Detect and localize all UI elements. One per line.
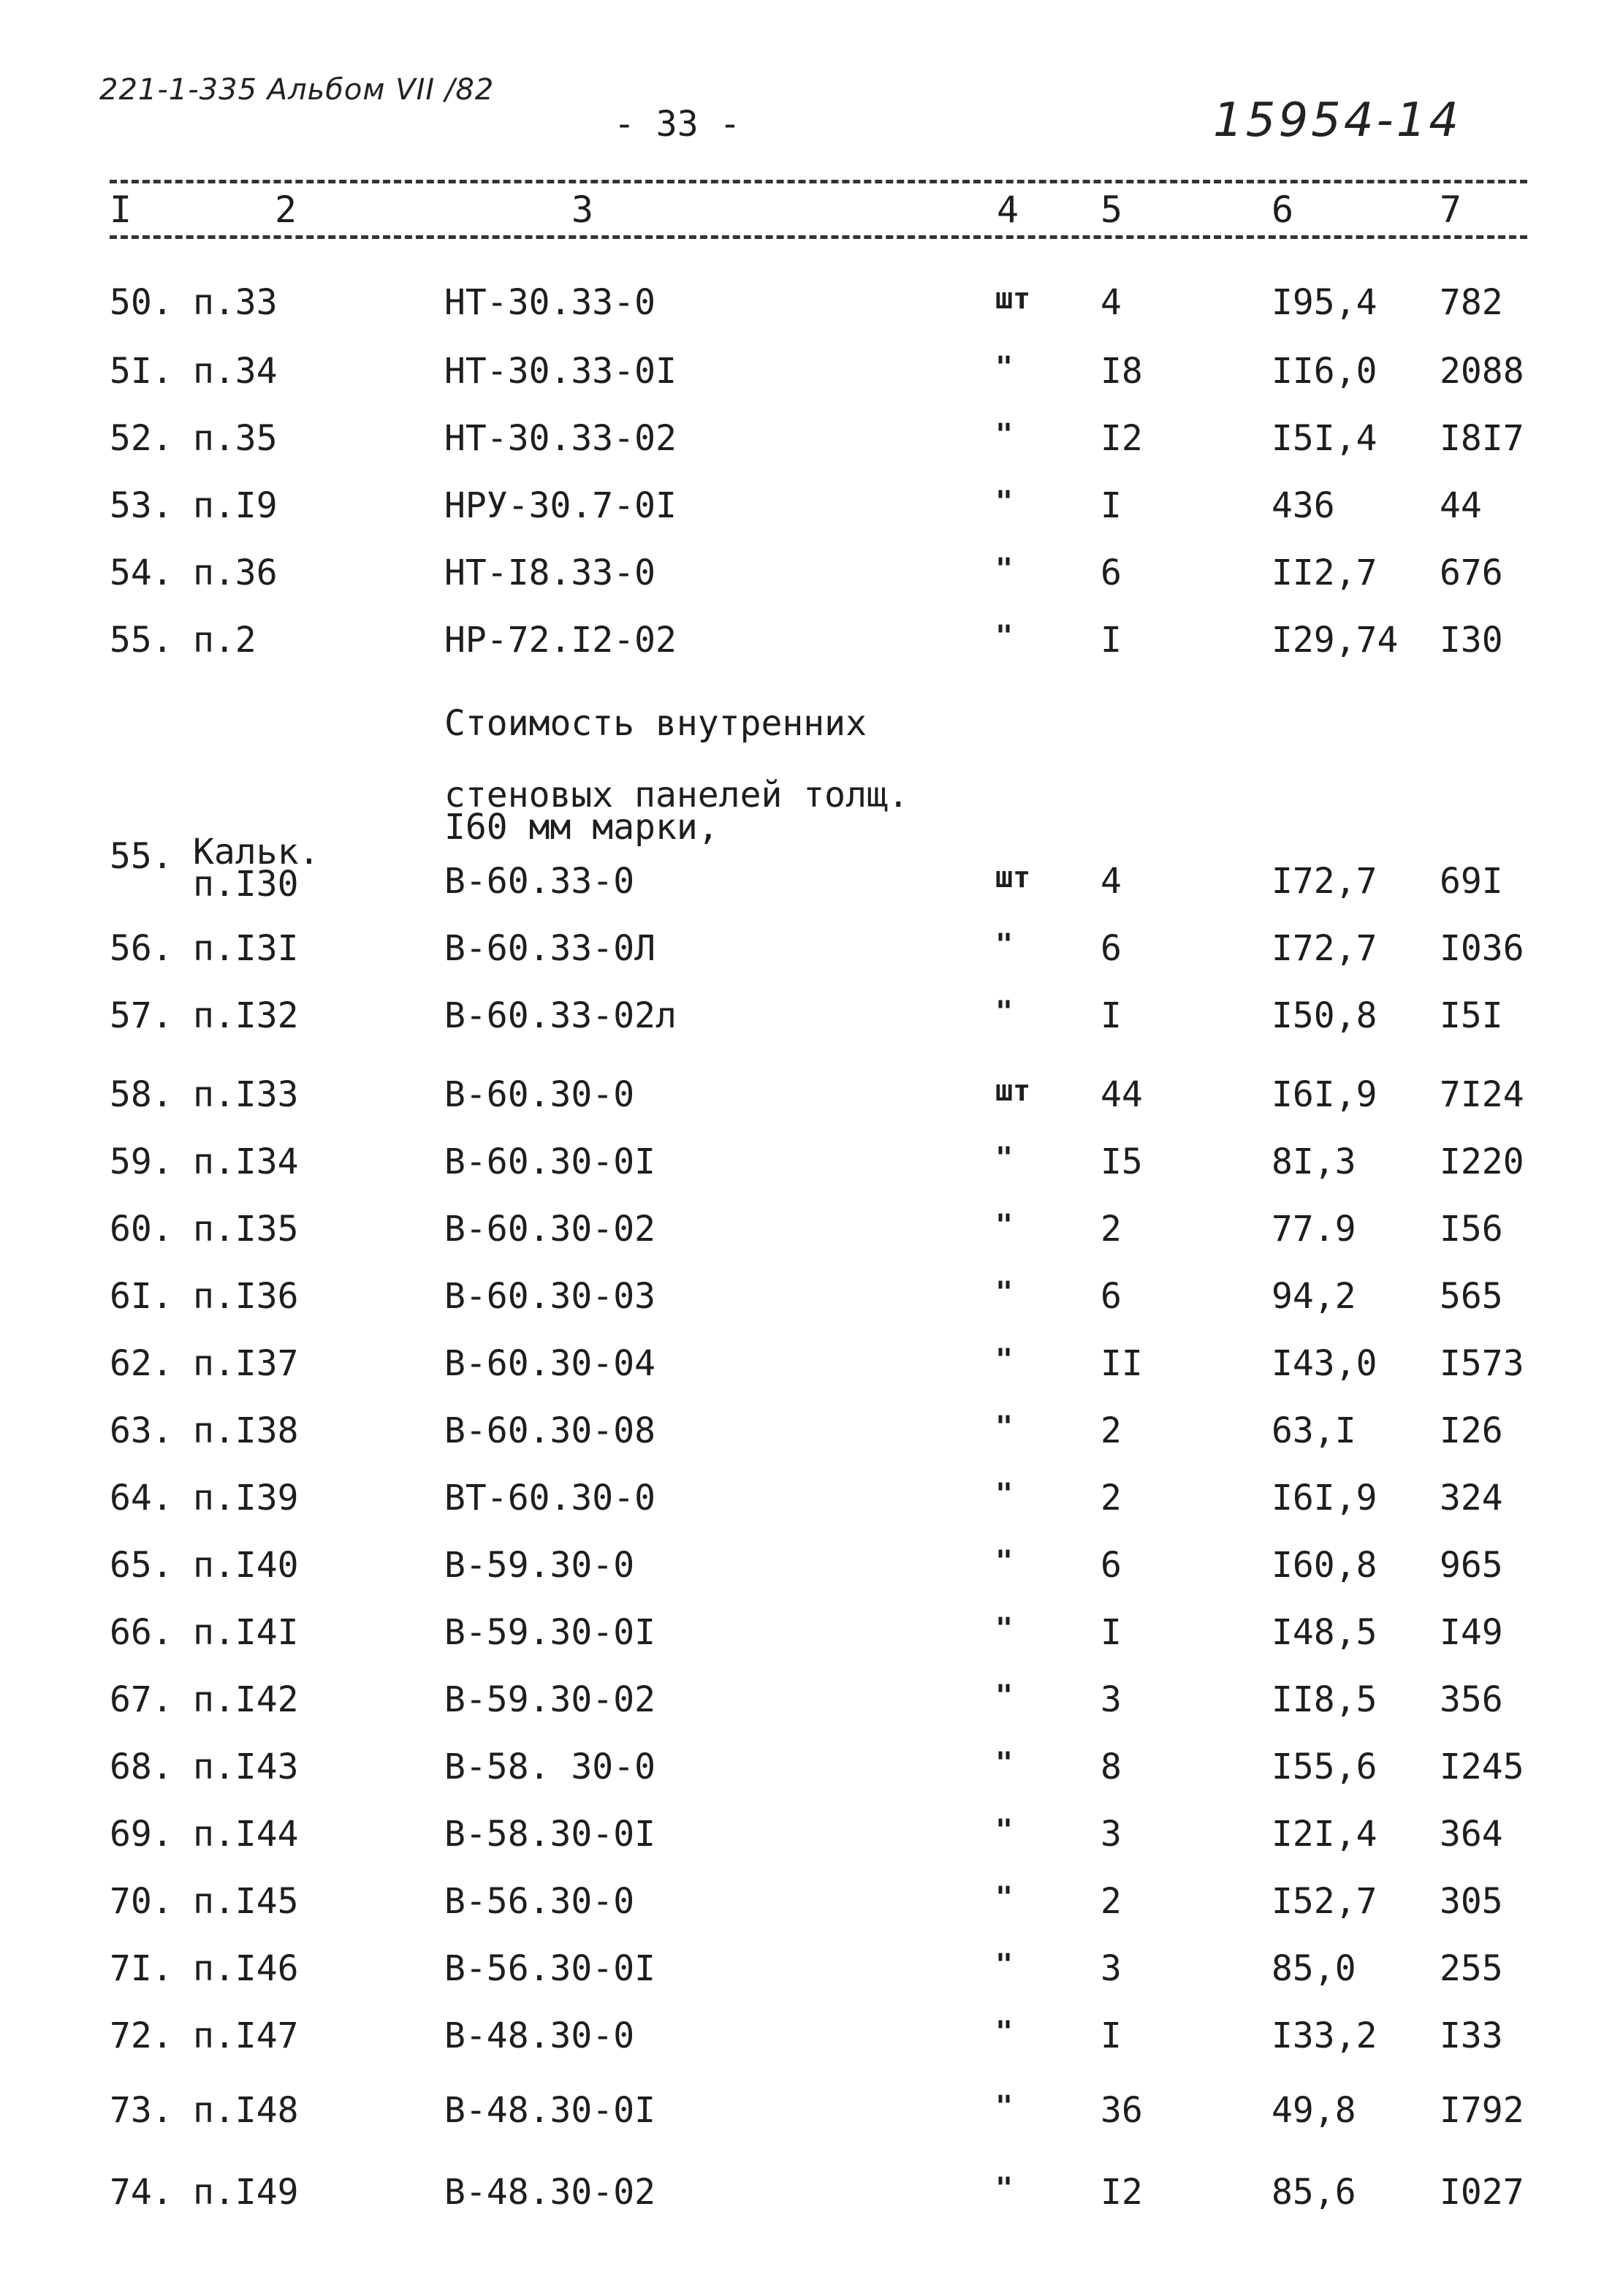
table-row: [0, 620, 1623, 678]
row-unit: ": [995, 351, 1014, 384]
row-reference: п.I33: [193, 1074, 299, 1115]
row-total: 2088: [1440, 351, 1524, 392]
row-reference: п.I9: [193, 485, 278, 526]
row-mark: В-60.30-08: [444, 1410, 655, 1451]
table-row: [0, 2172, 1623, 2230]
row-mark: В-48.30-0: [444, 2015, 635, 2056]
column-header-7: 7: [1440, 189, 1462, 231]
row-total: 305: [1440, 1881, 1503, 1922]
row-unit: ": [995, 1343, 1014, 1377]
table-row: [0, 485, 1623, 544]
row-total: 69I: [1440, 861, 1503, 902]
row-unit: ": [995, 1410, 1014, 1444]
row-price: 85,6: [1272, 2172, 1356, 2213]
row-unit: ": [995, 1545, 1014, 1578]
row-price: I6I,9: [1272, 1478, 1377, 1518]
row-unit: ": [995, 2172, 1014, 2205]
header-divider-top: [110, 180, 1527, 183]
row-reference: п.I4I: [193, 1612, 299, 1653]
row-number: 7I.: [110, 1948, 173, 1989]
row-total: I036: [1440, 928, 1524, 969]
row-reference: п.I45: [193, 1881, 299, 1922]
row-mark: В-60.30-0: [444, 1074, 635, 1115]
row-number: 66.: [110, 1612, 173, 1653]
row-number: 57.: [110, 995, 173, 1036]
row-mark: НРУ-30.7-0I: [444, 485, 677, 526]
table-row: [0, 1410, 1623, 1469]
header-divider-bottom: [110, 235, 1527, 239]
row-quantity: I8: [1101, 351, 1143, 392]
row-price: I60,8: [1272, 1545, 1377, 1586]
row-quantity: 3: [1101, 1948, 1122, 1989]
row-total: I56: [1440, 1209, 1503, 1250]
row-mark: В-60.30-04: [444, 1343, 655, 1384]
column-header-2: 2: [275, 189, 297, 231]
row-total: 676: [1440, 552, 1503, 593]
row-number: 74.: [110, 2172, 173, 2213]
row-mark: НТ-30.33-02: [444, 418, 677, 459]
table-row: [0, 2090, 1623, 2148]
row-quantity: 2: [1101, 1478, 1122, 1518]
row-mark: В-59.30-0: [444, 1545, 635, 1586]
row-quantity: 6: [1101, 1545, 1122, 1586]
row-unit: ": [995, 1276, 1014, 1309]
row-price: 63,I: [1272, 1410, 1356, 1451]
row-number: 67.: [110, 1679, 173, 1720]
row-total: 565: [1440, 1276, 1503, 1317]
column-header-3: 3: [571, 189, 594, 231]
row-quantity: 4: [1101, 282, 1122, 323]
row-price: II2,7: [1272, 552, 1377, 593]
row-reference: п.I42: [193, 1679, 299, 1720]
row-total: I792: [1440, 2090, 1524, 2131]
row-mark: В-60.33-02л: [444, 995, 677, 1036]
row-reference: п.36: [193, 552, 278, 593]
row-total: I33: [1440, 2015, 1503, 2056]
row-price: I55,6: [1272, 1746, 1377, 1787]
row-reference-line: п.I30: [193, 864, 299, 905]
row-total: 7I24: [1440, 1074, 1524, 1115]
row-unit: ": [995, 1679, 1014, 1713]
row-price: I95,4: [1272, 282, 1377, 323]
row-reference: п.I44: [193, 1814, 299, 1855]
column-header-4: 4: [997, 189, 1019, 231]
row-mark: В-60.33-0: [444, 861, 635, 902]
row-reference: п.I48: [193, 2090, 299, 2131]
table-row: [0, 1074, 1623, 1133]
row-total: 255: [1440, 1948, 1503, 1989]
section-note-line: Стоимость внутренних: [444, 703, 867, 744]
row-unit: ": [995, 620, 1014, 653]
row-mark: НТ-I8.33-0: [444, 552, 655, 593]
row-total: 965: [1440, 1545, 1503, 1586]
row-price: I2I,4: [1272, 1814, 1377, 1855]
row-total: 356: [1440, 1679, 1503, 1720]
row-unit: ": [995, 552, 1014, 586]
row-number: 52.: [110, 418, 173, 459]
row-price: 8I,3: [1272, 1141, 1356, 1182]
table-row: [0, 928, 1623, 987]
row-price: 49,8: [1272, 2090, 1356, 2131]
row-quantity: I2: [1101, 2172, 1143, 2213]
row-price: II6,0: [1272, 351, 1377, 392]
row-price: I33,2: [1272, 2015, 1377, 2056]
table-row: [0, 1814, 1623, 1872]
row-reference: п.I32: [193, 995, 299, 1036]
row-mark: В-60.33-0Л: [444, 928, 655, 969]
row-mark: ВТ-60.30-0: [444, 1478, 655, 1518]
column-header-1: I: [110, 189, 132, 231]
row-price: I43,0: [1272, 1343, 1377, 1384]
row-mark: В-59.30-02: [444, 1679, 655, 1720]
row-quantity: 2: [1101, 1881, 1122, 1922]
row-total: I8I7: [1440, 418, 1524, 459]
row-quantity: II: [1101, 1343, 1143, 1384]
row-mark: В-59.30-0I: [444, 1612, 655, 1653]
row-reference: п.2: [193, 620, 256, 661]
row-price: I5I,4: [1272, 418, 1377, 459]
row-unit: ": [995, 995, 1014, 1029]
row-total: I5I: [1440, 995, 1503, 1036]
row-quantity: I: [1101, 620, 1122, 661]
row-total: I220: [1440, 1141, 1524, 1182]
row-reference: п.33: [193, 282, 278, 323]
row-mark: В-48.30-0I: [444, 2090, 655, 2131]
row-number: 65.: [110, 1545, 173, 1586]
row-unit: ": [995, 1746, 1014, 1780]
row-number: 55.: [110, 620, 173, 661]
row-unit: шт: [995, 861, 1031, 894]
handwritten-document-number: 15954-14: [1213, 94, 1462, 148]
row-mark: В-58.30-0I: [444, 1814, 655, 1855]
row-unit: ": [995, 2015, 1014, 2049]
row-total: 782: [1440, 282, 1503, 323]
table-row: [0, 1679, 1623, 1738]
row-number: 70.: [110, 1881, 173, 1922]
row-total: I573: [1440, 1343, 1524, 1384]
table-row: [0, 282, 1623, 341]
column-header-5: 5: [1101, 189, 1123, 231]
row-price: I48,5: [1272, 1612, 1377, 1653]
row-price: I6I,9: [1272, 1074, 1377, 1115]
row-price: I72,7: [1272, 861, 1377, 902]
table-row: [0, 1881, 1623, 1939]
table-row: [0, 1141, 1623, 1200]
table-row-calculation: [0, 821, 1623, 909]
row-reference: п.I46: [193, 1948, 299, 1989]
handwritten-album-note: 221-1-335 Альбом VII /82: [99, 73, 495, 107]
row-mark: НР-72.I2-02: [444, 620, 677, 661]
row-reference: п.35: [193, 418, 278, 459]
row-unit: ": [995, 1881, 1014, 1915]
row-quantity: I: [1101, 485, 1122, 526]
row-total: 324: [1440, 1478, 1503, 1518]
row-unit: ": [995, 1209, 1014, 1242]
row-total: I245: [1440, 1746, 1524, 1787]
row-reference: п.I36: [193, 1276, 299, 1317]
table-row: [0, 351, 1623, 409]
row-price: 94,2: [1272, 1276, 1356, 1317]
row-unit: ": [995, 1814, 1014, 1847]
row-mark: НТ-30.33-0I: [444, 351, 677, 392]
row-number: 64.: [110, 1478, 173, 1518]
row-reference: п.I35: [193, 1209, 299, 1250]
row-reference: п.I43: [193, 1746, 299, 1787]
row-price: I29,74: [1272, 620, 1399, 661]
row-quantity: I2: [1101, 418, 1143, 459]
table-row: [0, 1948, 1623, 2007]
row-quantity: 4: [1101, 861, 1122, 902]
row-reference: п.I40: [193, 1545, 299, 1586]
row-number: 50.: [110, 282, 173, 323]
row-price: I50,8: [1272, 995, 1377, 1036]
row-quantity: 6: [1101, 552, 1122, 593]
row-quantity: 3: [1101, 1679, 1122, 1720]
row-total: I027: [1440, 2172, 1524, 2213]
column-header-6: 6: [1272, 189, 1294, 231]
row-number: 53.: [110, 485, 173, 526]
table-row: [0, 1343, 1623, 1402]
row-quantity: I: [1101, 995, 1122, 1036]
row-number: 58.: [110, 1074, 173, 1115]
table-row: [0, 1209, 1623, 1267]
row-number: 59.: [110, 1141, 173, 1182]
row-reference: п.34: [193, 351, 278, 392]
row-total: 44: [1440, 485, 1482, 526]
row-reference-block: [193, 832, 320, 905]
row-price: 85,0: [1272, 1948, 1356, 1989]
row-reference: п.I37: [193, 1343, 299, 1384]
table-row: [0, 1746, 1623, 1805]
row-quantity: I: [1101, 2015, 1122, 2056]
row-mark: В-60.30-03: [444, 1276, 655, 1317]
row-unit: ": [995, 1478, 1014, 1511]
row-quantity: 6: [1101, 1276, 1122, 1317]
row-number: 6I.: [110, 1276, 173, 1317]
row-total: I49: [1440, 1612, 1503, 1653]
row-number: 73.: [110, 2090, 173, 2131]
row-mark: В-56.30-0I: [444, 1948, 655, 1989]
row-unit: ": [995, 928, 1014, 962]
row-mark: НТ-30.33-0: [444, 282, 655, 323]
row-reference: п.I38: [193, 1410, 299, 1451]
row-unit: шт: [995, 282, 1031, 316]
row-total: 364: [1440, 1814, 1503, 1855]
row-reference: п.I34: [193, 1141, 299, 1182]
row-quantity: 36: [1101, 2090, 1143, 2131]
table-row: [0, 1276, 1623, 1334]
row-unit: ": [995, 485, 1014, 519]
table-row: [0, 1478, 1623, 1536]
row-unit: ": [995, 2090, 1014, 2124]
row-number: 54.: [110, 552, 173, 593]
row-mark: В-48.30-02: [444, 2172, 655, 2213]
row-quantity: 3: [1101, 1814, 1122, 1855]
row-mark: В-58. 30-0: [444, 1746, 655, 1787]
row-mark: В-60.30-02: [444, 1209, 655, 1250]
row-number: 60.: [110, 1209, 173, 1250]
row-mark: В-56.30-0: [444, 1881, 635, 1922]
row-number: 69.: [110, 1814, 173, 1855]
row-price: I72,7: [1272, 928, 1377, 969]
section-note-line: стеновых панелей толщ.: [444, 775, 909, 816]
table-row: [0, 1545, 1623, 1603]
row-price: I52,7: [1272, 1881, 1377, 1922]
row-quantity: 6: [1101, 928, 1122, 969]
row-price: 436: [1272, 485, 1335, 526]
table-row: [0, 418, 1623, 476]
row-reference: п.I3I: [193, 928, 299, 969]
table-row: [0, 995, 1623, 1054]
row-number: 62.: [110, 1343, 173, 1384]
row-unit: ": [995, 1612, 1014, 1646]
row-number: 68.: [110, 1746, 173, 1787]
row-mark: В-60.30-0I: [444, 1141, 655, 1182]
row-quantity: 2: [1101, 1410, 1122, 1451]
page-number: - 33 -: [614, 104, 741, 145]
row-unit: ": [995, 1948, 1014, 1982]
row-quantity: 44: [1101, 1074, 1143, 1115]
row-price: II8,5: [1272, 1679, 1377, 1720]
row-total: I30: [1440, 620, 1503, 661]
row-quantity: 2: [1101, 1209, 1122, 1250]
table-row: [0, 1612, 1623, 1670]
row-reference: п.I49: [193, 2172, 299, 2213]
row-reference: п.I47: [193, 2015, 299, 2056]
row-unit: шт: [995, 1074, 1031, 1108]
row-total: I26: [1440, 1410, 1503, 1451]
row-quantity: I5: [1101, 1141, 1143, 1182]
row-reference: п.I39: [193, 1478, 299, 1518]
row-unit: ": [995, 1141, 1014, 1175]
table-row: [0, 552, 1623, 611]
row-number: 55.: [110, 836, 173, 877]
section-note-line: I60 мм марки,: [444, 807, 719, 848]
row-unit: ": [995, 418, 1014, 452]
row-number: 5I.: [110, 351, 173, 392]
row-number: 56.: [110, 928, 173, 969]
row-number: 63.: [110, 1410, 173, 1451]
table-row: [0, 2015, 1623, 2074]
row-quantity: I: [1101, 1612, 1122, 1653]
row-quantity: 8: [1101, 1746, 1122, 1787]
row-number: 72.: [110, 2015, 173, 2056]
row-reference-line: Кальк.: [193, 832, 320, 873]
row-price: 77.9: [1272, 1209, 1356, 1250]
